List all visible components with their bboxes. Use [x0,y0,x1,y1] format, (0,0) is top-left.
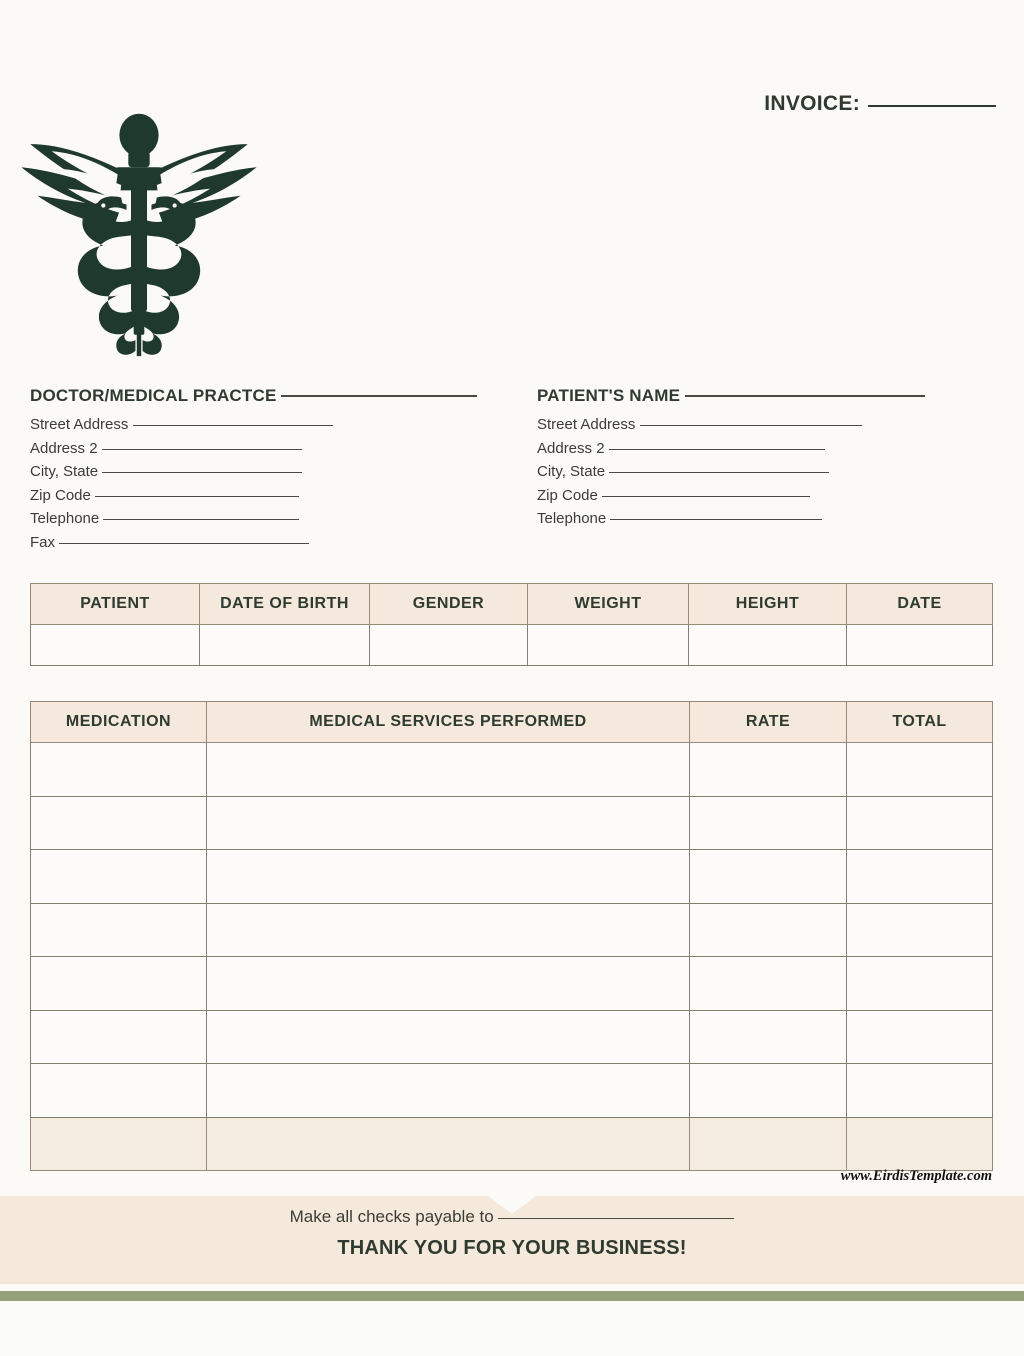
services-cell-services[interactable] [207,1010,690,1064]
caduceus-icon [14,112,264,357]
services-cell-rate[interactable] [690,1010,847,1064]
provider-field-zip [30,484,500,508]
vitals-col-gender: GENDER [370,584,528,625]
patient-address-block [537,386,1007,531]
patient-field-address2 [537,437,1007,461]
provider-zip-label: Zip Code [30,486,91,504]
services-cell-medication[interactable] [31,1064,207,1118]
vitals-col-date: DATE [847,584,993,625]
services-cell-total[interactable] [847,1064,993,1118]
invoice-label: INVOICE: [764,92,860,115]
services-col-medication: MEDICATION [31,702,207,743]
payable-line [0,1202,1024,1232]
services-cell-total[interactable] [847,796,993,850]
patient-city-state-label: City, State [537,463,606,480]
patient-telephone-blank[interactable] [610,519,822,520]
services-cell-rate[interactable] [690,796,847,850]
provider-telephone-blank[interactable] [103,519,299,520]
services-cell-services[interactable] [207,743,690,797]
patient-name-blank[interactable] [685,395,925,397]
vitals-col-weight: WEIGHT [528,584,689,625]
table-row [31,743,993,797]
services-cell-medication[interactable] [31,1117,207,1171]
services-table-head [31,702,993,743]
services-cell-total[interactable] [847,957,993,1011]
services-cell-medication[interactable] [31,796,207,850]
vitals-col-date-of-birth: DATE OF BIRTH [200,584,370,625]
provider-field-fax [30,531,500,555]
vitals-table-head [31,584,993,625]
provider-name-blank[interactable] [281,395,477,397]
services-cell-total[interactable] [847,1010,993,1064]
provider-field-address2 [30,437,500,461]
table-row [31,1010,993,1064]
table-row [31,1064,993,1118]
services-cell-medication[interactable] [31,903,207,957]
services-cell-total[interactable] [847,743,993,797]
services-cell-medication[interactable] [31,1010,207,1064]
provider-city-state-blank[interactable] [102,472,302,473]
services-cell-total[interactable] [847,850,993,904]
vitals-cell-height[interactable] [689,625,847,666]
vitals-cell-date[interactable] [847,625,993,666]
provider-field-city-state [30,460,500,484]
page-bottom-margin [0,1301,1024,1356]
services-cell-rate[interactable] [690,903,847,957]
services-cell-services[interactable] [207,1117,690,1171]
patient-vitals-table [30,583,993,666]
patient-city-state-blank[interactable] [609,472,829,473]
table-row [31,1117,993,1171]
patient-title: PATIENT'S NAME [537,386,681,405]
services-cell-rate[interactable] [690,1064,847,1118]
provider-title: DOCTOR/MEDICAL PRACTCE [30,386,277,405]
vitals-col-height: HEIGHT [689,584,847,625]
table-row [31,903,993,957]
patient-field-telephone [537,507,1007,531]
services-cell-medication[interactable] [31,957,207,1011]
services-cell-services[interactable] [207,850,690,904]
patient-zip-label: Zip Code [537,486,598,504]
services-cell-rate[interactable] [690,850,847,904]
provider-address2-blank[interactable] [102,449,302,450]
vitals-table-body [31,625,993,666]
services-cell-rate[interactable] [690,743,847,797]
patient-zip-blank[interactable] [602,496,810,497]
provider-zip-blank[interactable] [95,496,299,497]
provider-address2-label: Address 2 [30,439,98,457]
table-row [31,625,993,666]
services-header-row [31,702,993,743]
payable-label: Make all checks payable to [289,1207,494,1226]
table-row [31,850,993,904]
patient-address2-label: Address 2 [537,439,605,457]
footer-hairline [0,1282,1024,1284]
provider-city-state-label: City, State [30,463,99,480]
provider-telephone-label: Telephone [30,510,100,527]
services-cell-rate[interactable] [690,1117,847,1171]
provider-street-blank[interactable] [133,425,333,426]
provider-address-block [30,386,500,554]
vitals-cell-date-of-birth[interactable] [200,625,370,666]
vitals-cell-gender[interactable] [370,625,528,666]
provider-fax-blank[interactable] [59,543,309,544]
medical-services-table [30,701,993,1171]
services-cell-services[interactable] [207,796,690,850]
invoice-number-blank[interactable] [868,105,996,107]
payable-blank[interactable] [498,1218,734,1219]
patient-street-blank[interactable] [640,425,862,426]
provider-field-telephone [30,507,500,531]
vitals-cell-patient[interactable] [31,625,200,666]
services-cell-medication[interactable] [31,743,207,797]
table-row [31,796,993,850]
patient-telephone-label: Telephone [537,510,607,527]
patient-field-city-state [537,460,1007,484]
services-col-rate: RATE [690,702,847,743]
provider-street-label: Street Address [30,416,129,433]
vitals-header-row [31,584,993,625]
invoice-number-line [764,92,996,116]
services-col-services: MEDICAL SERVICES PERFORMED [207,702,690,743]
services-cell-medication[interactable] [31,850,207,904]
services-table-body [31,743,993,1171]
footer-text-block [0,1202,1024,1264]
services-cell-services[interactable] [207,957,690,1011]
provider-title-row [30,386,500,406]
services-cell-total[interactable] [847,1117,993,1171]
vitals-cell-weight[interactable] [528,625,689,666]
patient-title-row [537,386,1007,406]
table-row [31,957,993,1011]
website-credit: www.EirdisTemplate.com [840,1168,992,1184]
bottom-green-strip [0,1291,1024,1301]
patient-address2-blank[interactable] [609,449,825,450]
provider-fax-label: Fax [30,533,56,551]
services-cell-services[interactable] [207,903,690,957]
services-col-total: TOTAL [847,702,993,743]
services-cell-total[interactable] [847,903,993,957]
thank-you-message: THANK YOU FOR YOUR BUSINESS! [337,1237,687,1259]
patient-field-street [537,413,1007,437]
services-cell-rate[interactable] [690,957,847,1011]
patient-field-zip [537,484,1007,508]
vitals-col-patient: PATIENT [31,584,200,625]
provider-field-street [30,413,500,437]
patient-street-label: Street Address [537,416,636,433]
services-cell-services[interactable] [207,1064,690,1118]
